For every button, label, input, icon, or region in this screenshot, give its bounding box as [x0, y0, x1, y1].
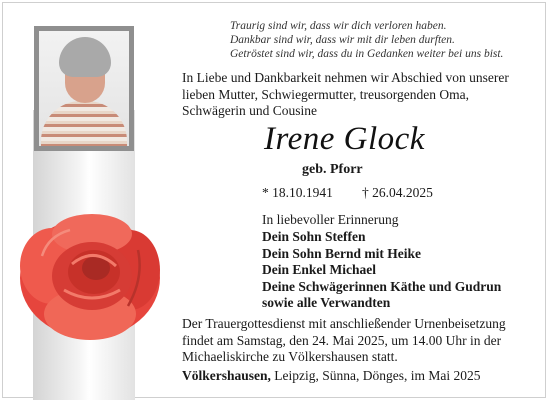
portrait-photo: [39, 31, 129, 146]
quote-line: Traurig sind wir, dass wir dich verloren haben.: [230, 20, 447, 32]
place-town: Völkershausen,: [182, 368, 271, 383]
rose-icon: [12, 206, 168, 346]
portrait-hair: [59, 37, 111, 77]
death-date: † 26.04.2025: [362, 185, 433, 200]
birth-name: geb. Pforr: [302, 162, 363, 177]
intro-line: Schwägerin und Cousine: [182, 103, 317, 118]
deceased-name: Irene Glock: [264, 121, 425, 157]
portrait-frame: [34, 26, 134, 151]
mourner-item: Dein Enkel Michael: [262, 262, 376, 277]
portrait-shirt: [41, 101, 127, 146]
service-info: [182, 316, 532, 366]
mourners-list: [262, 229, 501, 312]
mourner-item: Deine Schwägerinnen Käthe und Gudrun: [262, 278, 502, 294]
place-date-line: [182, 368, 481, 384]
service-line: Der Trauergottesdienst mit anschließender Urnenbeisetzung: [182, 316, 506, 331]
place-rest: Leipzig, Sünna, Dönges, im Mai 2025: [270, 368, 481, 383]
intro-text: [182, 70, 522, 120]
birth-date: * 18.10.1941: [262, 185, 333, 200]
intro-line: lieben Mutter, Schwiegermutter, treusorgenden Oma,: [182, 86, 469, 102]
quote-line: Getröstet sind wir, dass du in Gedanken weiter bei uns bist.: [230, 48, 504, 60]
mourner-item: Dein Sohn Steffen: [262, 229, 366, 244]
mourner-item: sowie alle Verwandten: [262, 295, 391, 310]
quote-block: [230, 19, 530, 61]
intro-line: In Liebe und Dankbarkeit nehmen wir Abschied von unserer: [182, 70, 509, 85]
service-line: Michaeliskirche zu Völkershausen statt.: [182, 349, 398, 364]
service-line: findet am Samstag, den 24. Mai 2025, um 14.00 Uhr in der: [182, 332, 502, 348]
quote-line: Dankbar sind wir, dass wir mit dir leben durften.: [230, 34, 455, 46]
mourner-item: Dein Sohn Bernd mit Heike: [262, 245, 422, 261]
memory-line: In liebevoller Erinnerung: [262, 212, 399, 227]
